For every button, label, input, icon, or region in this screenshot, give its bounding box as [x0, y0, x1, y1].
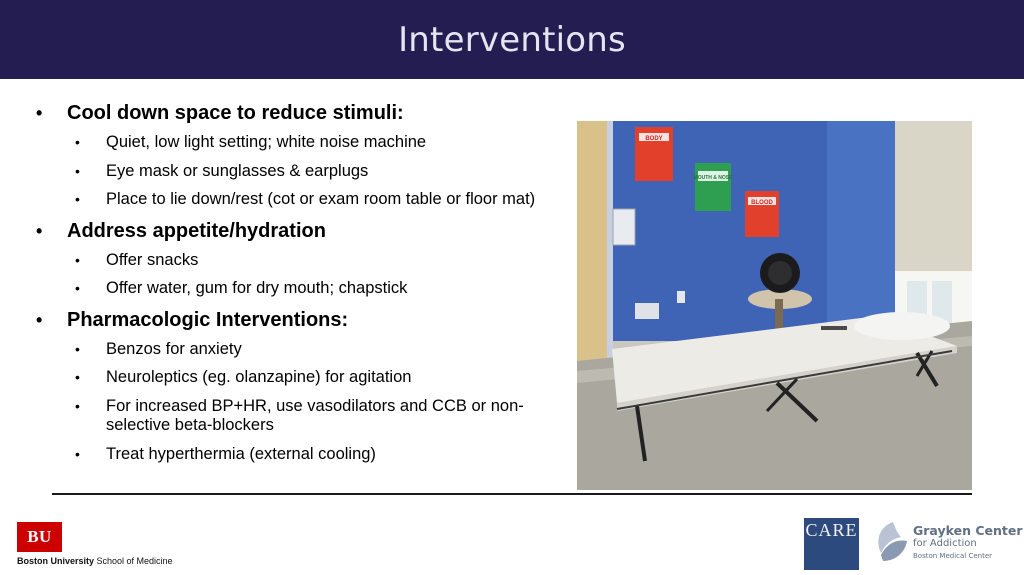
bu-logo — [17, 522, 62, 552]
bullet-dot-icon: • — [75, 340, 80, 357]
sub-bullet — [75, 340, 556, 360]
sub-bullet-text: Offer water, gum for dry mouth; chapstick — [106, 279, 408, 297]
bullet-list — [36, 101, 556, 473]
bullet-dot-icon: • — [36, 309, 43, 330]
sub-bullet-text: Eye mask or sunglasses & earplugs — [106, 161, 369, 180]
bullet-dot-icon: • — [75, 397, 80, 414]
bullet-dot-icon: • — [36, 220, 43, 241]
bullet-dot-icon: • — [75, 445, 80, 462]
bullet-dot-icon: • — [36, 103, 43, 123]
grayken-title: Grayken Center — [913, 523, 1023, 538]
bullet-text: Cool down space to reduce stimuli: — [67, 102, 404, 124]
bullet-dot-icon: • — [75, 191, 80, 207]
bullet-pharmacologic — [36, 308, 556, 332]
sub-bullet-text: Offer snacks — [106, 250, 199, 269]
bullet-dot-icon: • — [75, 134, 80, 150]
sub-bullet-text: Neuroleptics (eg. olanzapine) for agitation — [106, 368, 412, 386]
slide-title: Interventions — [398, 20, 626, 60]
sub-bullet — [75, 251, 556, 271]
sub-bullet-text: Place to lie down/rest (cot or exam room table or floor mat) — [106, 190, 536, 208]
sub-bullet — [75, 162, 556, 182]
bu-school-name — [17, 556, 173, 566]
bu-logo-mark: BU — [27, 527, 52, 546]
bullet-cool-down — [36, 101, 556, 125]
sub-bullet — [75, 445, 556, 465]
bu-name-bold: Boston University — [17, 556, 95, 566]
cooldown-room-photo — [577, 121, 972, 490]
sub-bullet — [75, 279, 556, 299]
sub-bullet — [75, 190, 556, 210]
sub-bullet-text: For increased BP+HR, use vasodilators and CCB or non-selective beta-blockers — [106, 396, 524, 434]
poster-body-label: BODY — [645, 136, 663, 142]
sub-bullet — [75, 368, 556, 388]
bullet-appetite — [36, 219, 556, 243]
grayken-logo-icon — [871, 519, 911, 565]
sub-bullet — [75, 133, 556, 153]
bullet-dot-icon: • — [75, 251, 80, 268]
title-bar — [0, 0, 1024, 79]
bullet-text: Pharmacologic Interventions: — [67, 308, 349, 331]
cooldown-room-illustration — [577, 121, 972, 490]
care-logo — [804, 518, 859, 570]
poster-mouth-label: MOUTH & NOSE — [693, 175, 733, 181]
grayken-org: Boston Medical Center — [913, 552, 993, 560]
grayken-subtitle: for Addiction — [913, 538, 977, 549]
bullet-dot-icon: • — [75, 162, 80, 179]
sub-bullet-text: Benzos for anxiety — [106, 339, 242, 358]
bu-name-rest: School of Medicine — [94, 556, 173, 566]
bullet-dot-icon: • — [75, 369, 80, 385]
sub-bullet-text: Quiet, low light setting; white noise machine — [106, 133, 427, 151]
sub-bullet-text: Treat hyperthermia (external cooling) — [106, 444, 376, 463]
care-logo-mark: CARE — [805, 520, 858, 540]
sub-bullet — [75, 397, 556, 436]
bullet-text: Address appetite/hydration — [67, 219, 326, 242]
bullet-dot-icon: • — [75, 280, 80, 296]
divider-rule — [52, 493, 972, 495]
poster-blood-label: BLOOD — [751, 200, 773, 206]
